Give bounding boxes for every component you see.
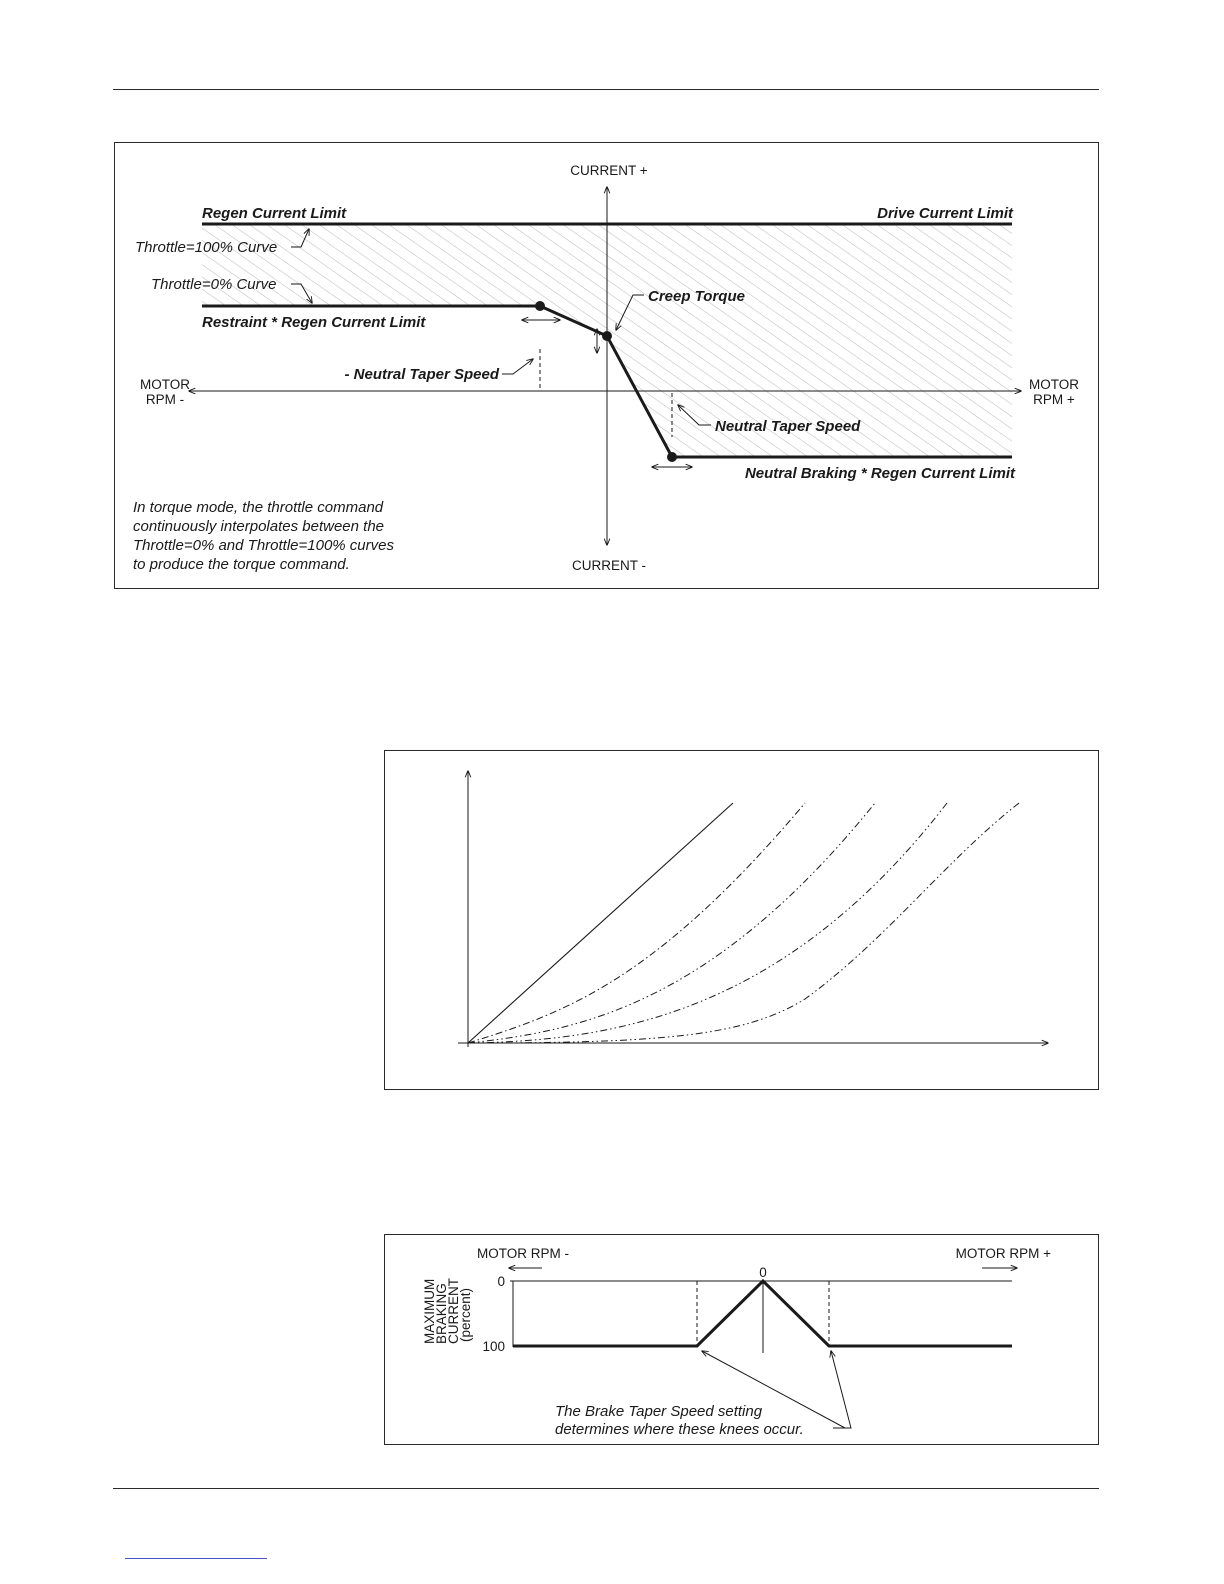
note-line-3: Throttle=0% and Throttle=100% curves bbox=[133, 537, 394, 554]
footer-link-underline[interactable] bbox=[125, 1558, 267, 1559]
zero-center-label: 0 bbox=[759, 1265, 767, 1280]
regen-limit-label: Regen Current Limit bbox=[202, 205, 347, 222]
brake-taper-diagram bbox=[384, 1234, 1099, 1445]
note-line-4: to produce the torque command. bbox=[133, 556, 350, 573]
throttle-100-label: Throttle=100% Curve bbox=[135, 239, 278, 256]
ylabel-line-4: (percent) bbox=[458, 1287, 473, 1342]
axis-label-left-2: RPM - bbox=[145, 392, 185, 407]
footer-rule bbox=[113, 1488, 1099, 1489]
axis-label-current-plus: CURRENT + bbox=[570, 163, 648, 178]
torque-mode-diagram bbox=[114, 142, 1099, 589]
restraint-knee-point bbox=[535, 301, 545, 311]
drive-limit-label: Drive Current Limit bbox=[877, 205, 1013, 222]
axis-label-current-minus: CURRENT - bbox=[572, 558, 646, 573]
brake-note-line-1: The Brake Taper Speed setting bbox=[555, 1403, 763, 1420]
axis-label-right-2: RPM + bbox=[1033, 392, 1075, 407]
neg-taper-label: - Neutral Taper Speed bbox=[344, 366, 499, 383]
axis-label-left-1: MOTOR bbox=[140, 377, 190, 392]
rpm-plus-label: MOTOR RPM + bbox=[955, 1246, 1051, 1261]
map-curve-4 bbox=[468, 803, 1019, 1043]
rpm-minus-label: MOTOR RPM - bbox=[477, 1246, 569, 1261]
throttle-map-svg bbox=[385, 751, 1100, 1091]
note-line-2: continuously interpolates between the bbox=[133, 518, 385, 535]
linear-curve bbox=[468, 803, 733, 1043]
note-line-1: In torque mode, the throttle command bbox=[133, 499, 384, 516]
braking-knee-point bbox=[667, 452, 677, 462]
header-rule bbox=[113, 89, 1099, 90]
neg-taper-leader bbox=[502, 359, 533, 374]
creep-torque-point bbox=[602, 331, 612, 341]
axis-label-right-1: MOTOR bbox=[1029, 377, 1079, 392]
restraint-label: Restraint * Regen Current Limit bbox=[202, 314, 426, 331]
throttle-0-label: Throttle=0% Curve bbox=[151, 276, 277, 293]
creep-torque-label: Creep Torque bbox=[648, 288, 745, 305]
ylabel-line-1: MAXIMUM bbox=[422, 1278, 437, 1344]
throttle-map-diagram bbox=[384, 750, 1099, 1090]
map-curve-2 bbox=[468, 803, 875, 1043]
map-curve-3 bbox=[468, 803, 947, 1043]
neutral-braking-label: Neutral Braking * Regen Current Limit bbox=[744, 465, 1015, 482]
brake-taper-svg bbox=[385, 1235, 1100, 1446]
brake-note-line-2: determines where these knees occur. bbox=[555, 1421, 804, 1438]
pos-taper-label: Neutral Taper Speed bbox=[715, 418, 861, 435]
ylabel-line-3: CURRENT bbox=[446, 1278, 461, 1344]
torque-mode-svg bbox=[115, 143, 1100, 590]
note-leader-right bbox=[831, 1351, 851, 1428]
map-curve-1 bbox=[468, 803, 805, 1043]
zero-left-label: 0 bbox=[497, 1274, 505, 1289]
hundred-label: 100 bbox=[482, 1339, 505, 1354]
ylabel-line-2: BRAKING bbox=[434, 1283, 449, 1344]
